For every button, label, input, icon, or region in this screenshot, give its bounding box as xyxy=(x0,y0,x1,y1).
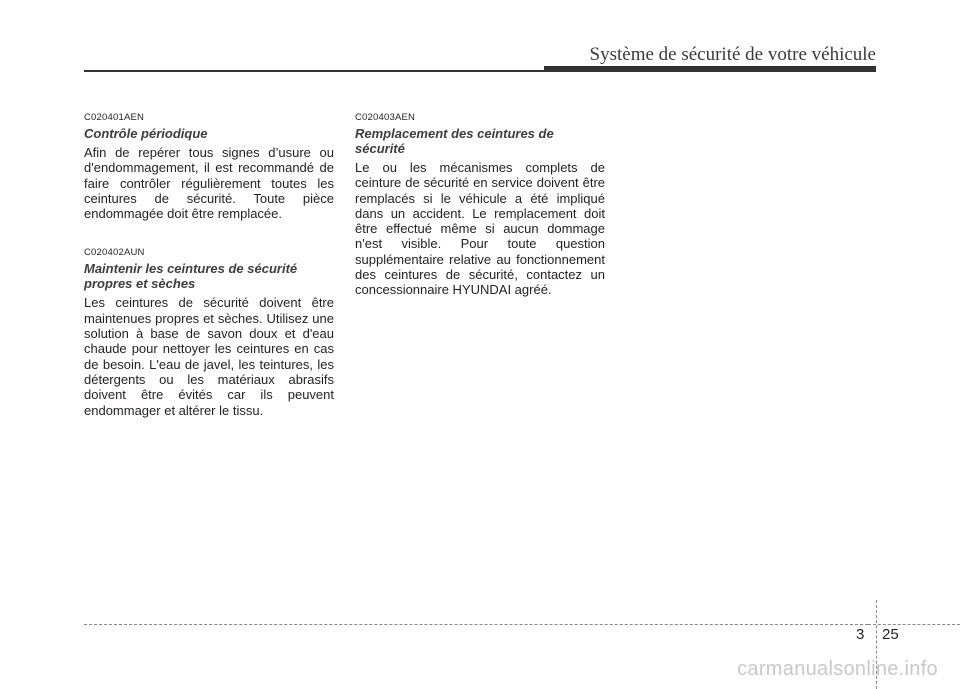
footer-rule xyxy=(84,624,868,626)
section-heading: Remplacement des ceintures de sécurité xyxy=(355,126,554,156)
section-heading: Contrôle périodique xyxy=(84,126,208,141)
left-column xyxy=(84,112,334,444)
section-body: Le ou les mécanismes complets de ceinture de sécurité en service doivent être remplacés si le véhicule a été impliqué dans un accident. Le remplacement doit être effectué même si aucun dommage n'est visible. Pour toute question supplémentaire relative au fonctionnement des ceintures de sécurité, contactez un concessionnaire HYUNDAI agréé. xyxy=(355,160,605,298)
section-code: C020401AEN xyxy=(84,112,145,123)
section-body: Afin de repérer tous signes d’usure ou d'endommagement, il est recommandé de faire contrôler régulièrement toutes les ceintures de sécurité. Toute pièce endommagée doit être remplacée. xyxy=(84,145,334,222)
page-header-title: Système de sécurité de votre véhicule xyxy=(589,44,876,65)
section-replacement xyxy=(355,112,605,298)
section-body: Les ceintures de sécurité doivent être maintenues propres et sèches. Utilisez une solution à base de savon doux et d'eau chaude pour nettoyer les ceintures en cas de besoin. L'eau de javel, les teintures, les détergents ou les matériaux abrasifs doivent être évités car ils peuvent endommager et altérer le tissu. xyxy=(84,295,334,418)
header-rule-accent xyxy=(544,66,876,72)
section-code: C020403AEN xyxy=(355,112,416,123)
section-heading: Maintenir les ceintures de sécurité propres et sèches xyxy=(84,261,298,292)
page-number: 25 xyxy=(882,626,899,643)
section-periodic-check xyxy=(84,112,334,221)
section-keep-clean xyxy=(84,247,334,417)
watermark-text[interactable]: carmanualsonline.info xyxy=(737,658,938,680)
right-column xyxy=(355,112,605,324)
section-code: C020402AUN xyxy=(84,247,145,259)
section-number: 3 xyxy=(856,626,865,643)
